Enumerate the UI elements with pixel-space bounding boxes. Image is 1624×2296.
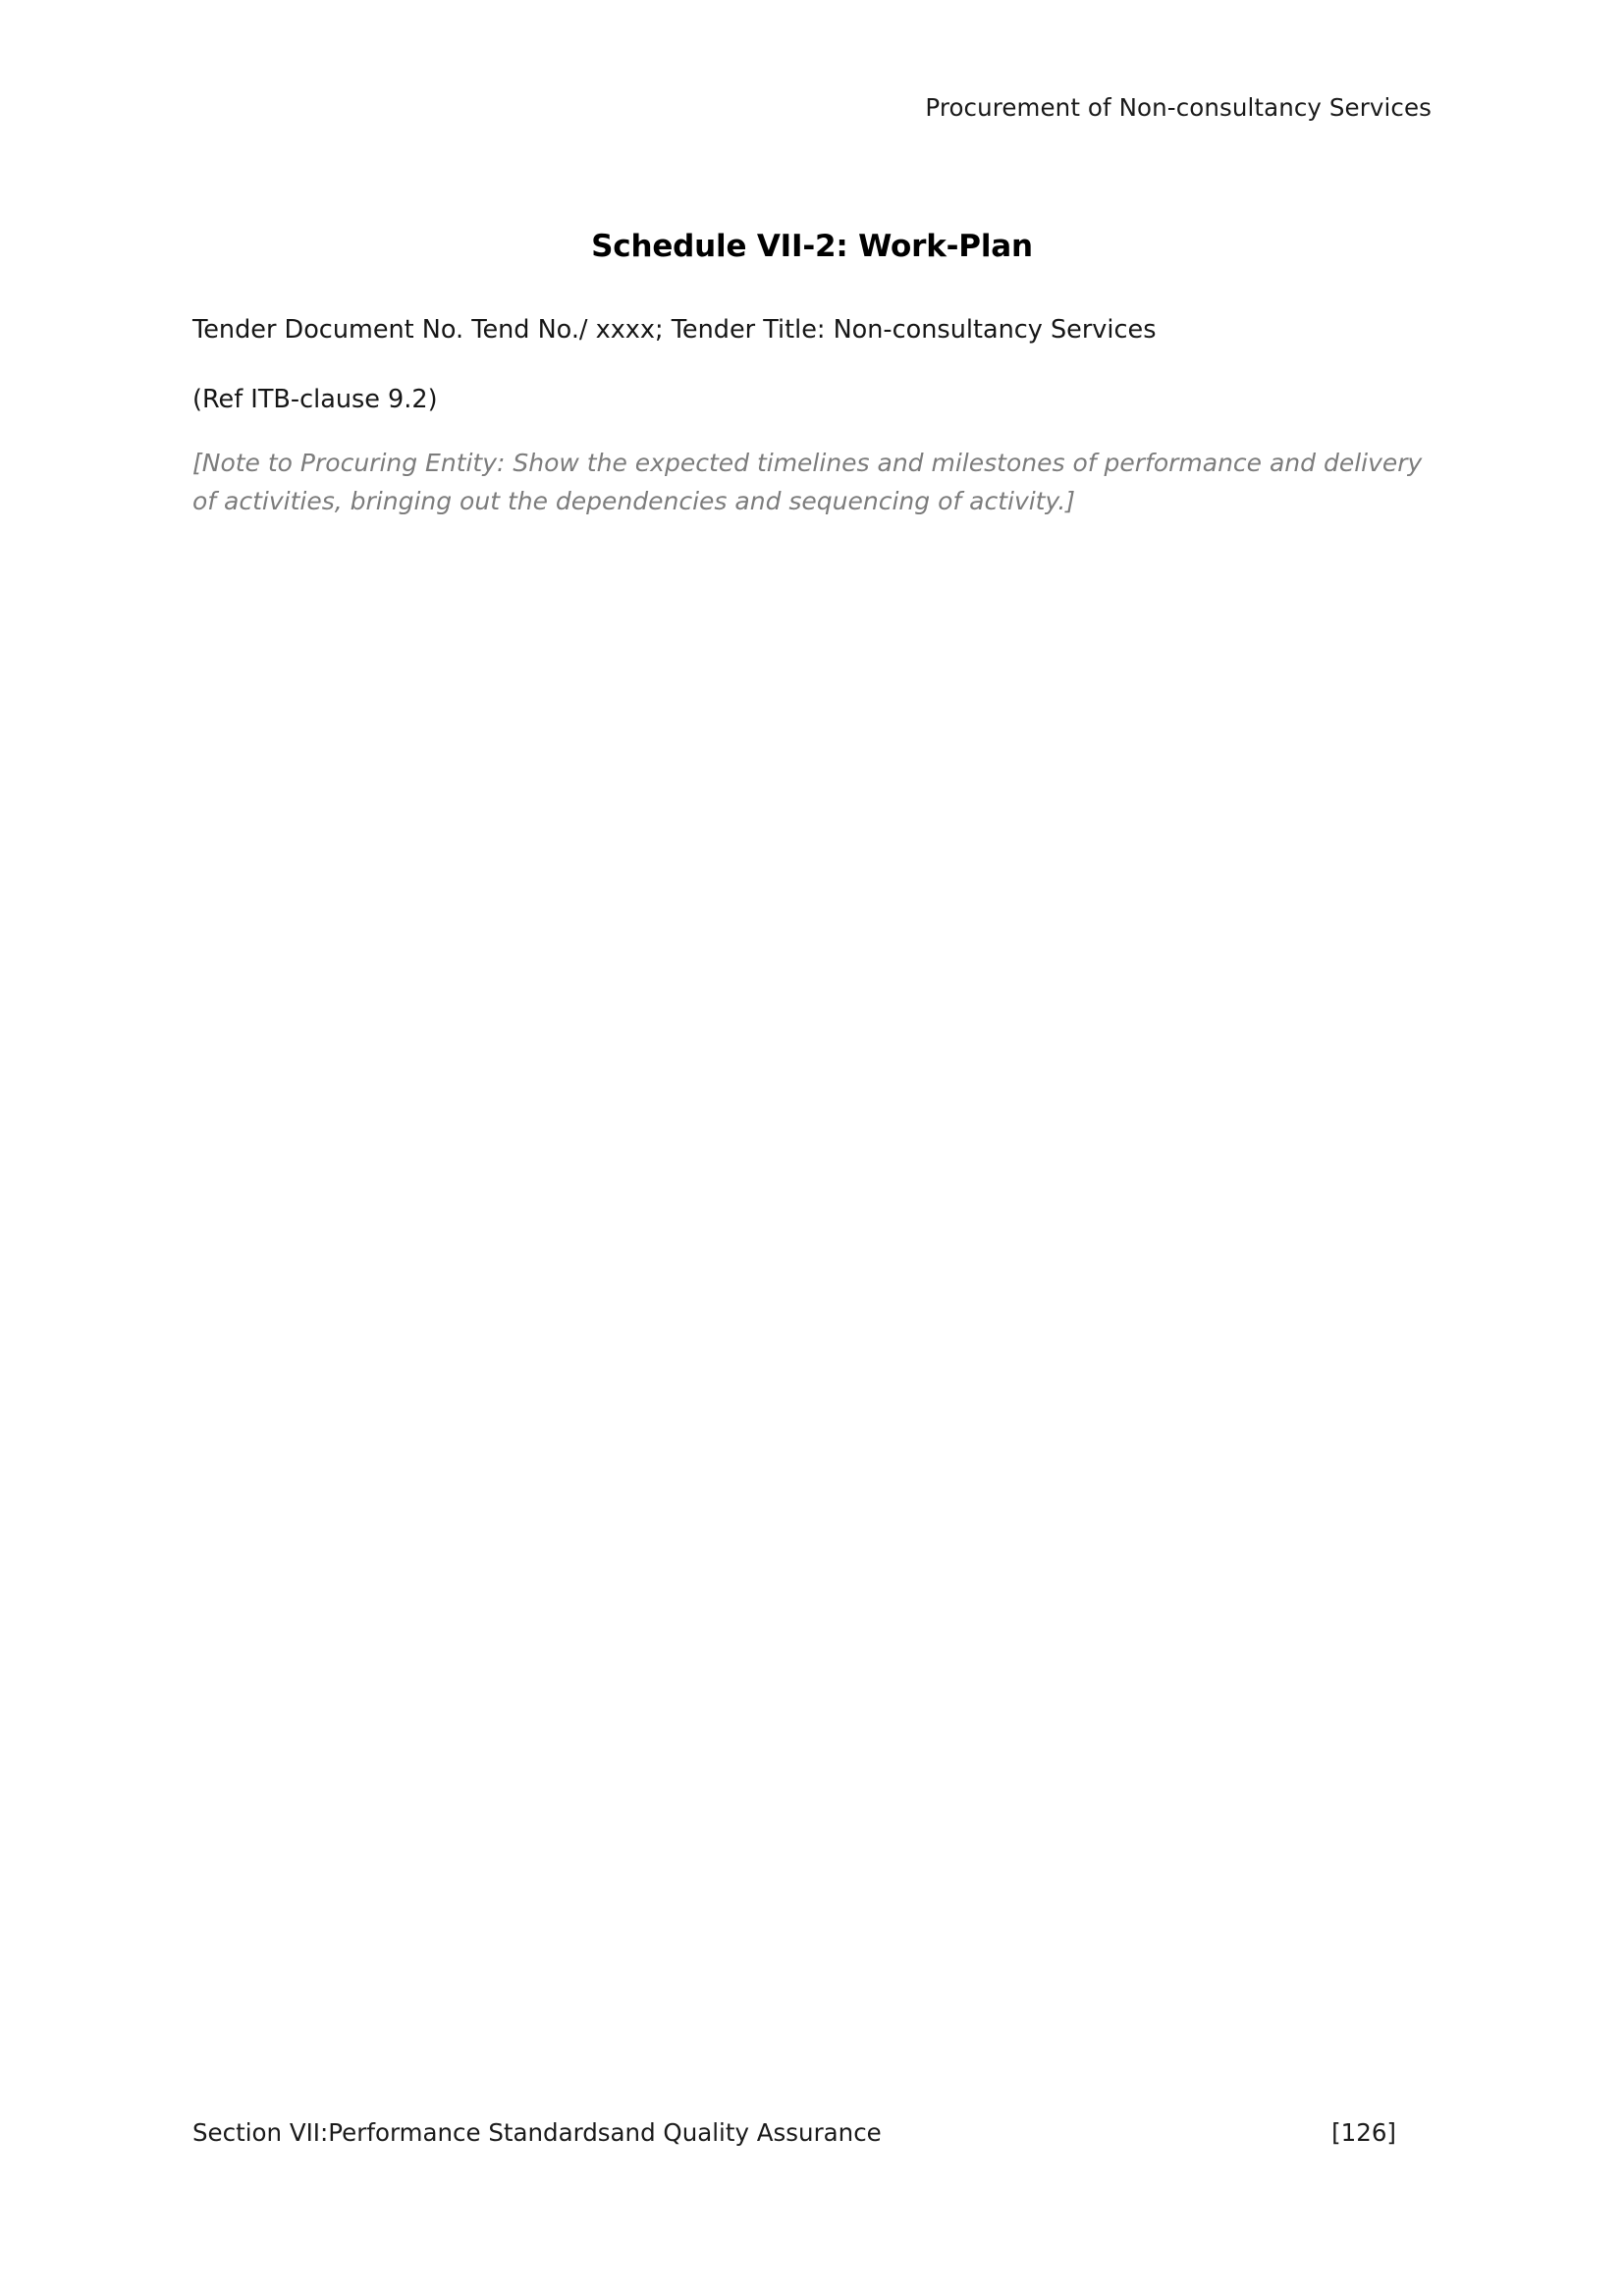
note-to-procuring-entity: [Note to Procuring Entity: Show the expected timelines and milestones of performance and delivery of activities, bringing out the dependencies and sequencing of activity.] (192, 449, 1423, 515)
footer-page-number: [126] (1331, 2118, 1396, 2147)
page-content (192, 0, 1432, 2296)
page-header-text: Procurement of Non-consultancy Services (925, 93, 1432, 122)
page-title: Schedule VII-2: Work-Plan (591, 228, 1033, 264)
page-footer (192, 2118, 1432, 2147)
tender-info-line: Tender Document No. Tend No./ xxxx; Tender Title: Non-consultancy Services (192, 314, 1157, 345)
reference-clause-line: (Ref ITB-clause 9.2) (192, 384, 438, 414)
footer-section-label: Section VII:Performance Standardsand Quality Assurance (192, 2118, 882, 2147)
